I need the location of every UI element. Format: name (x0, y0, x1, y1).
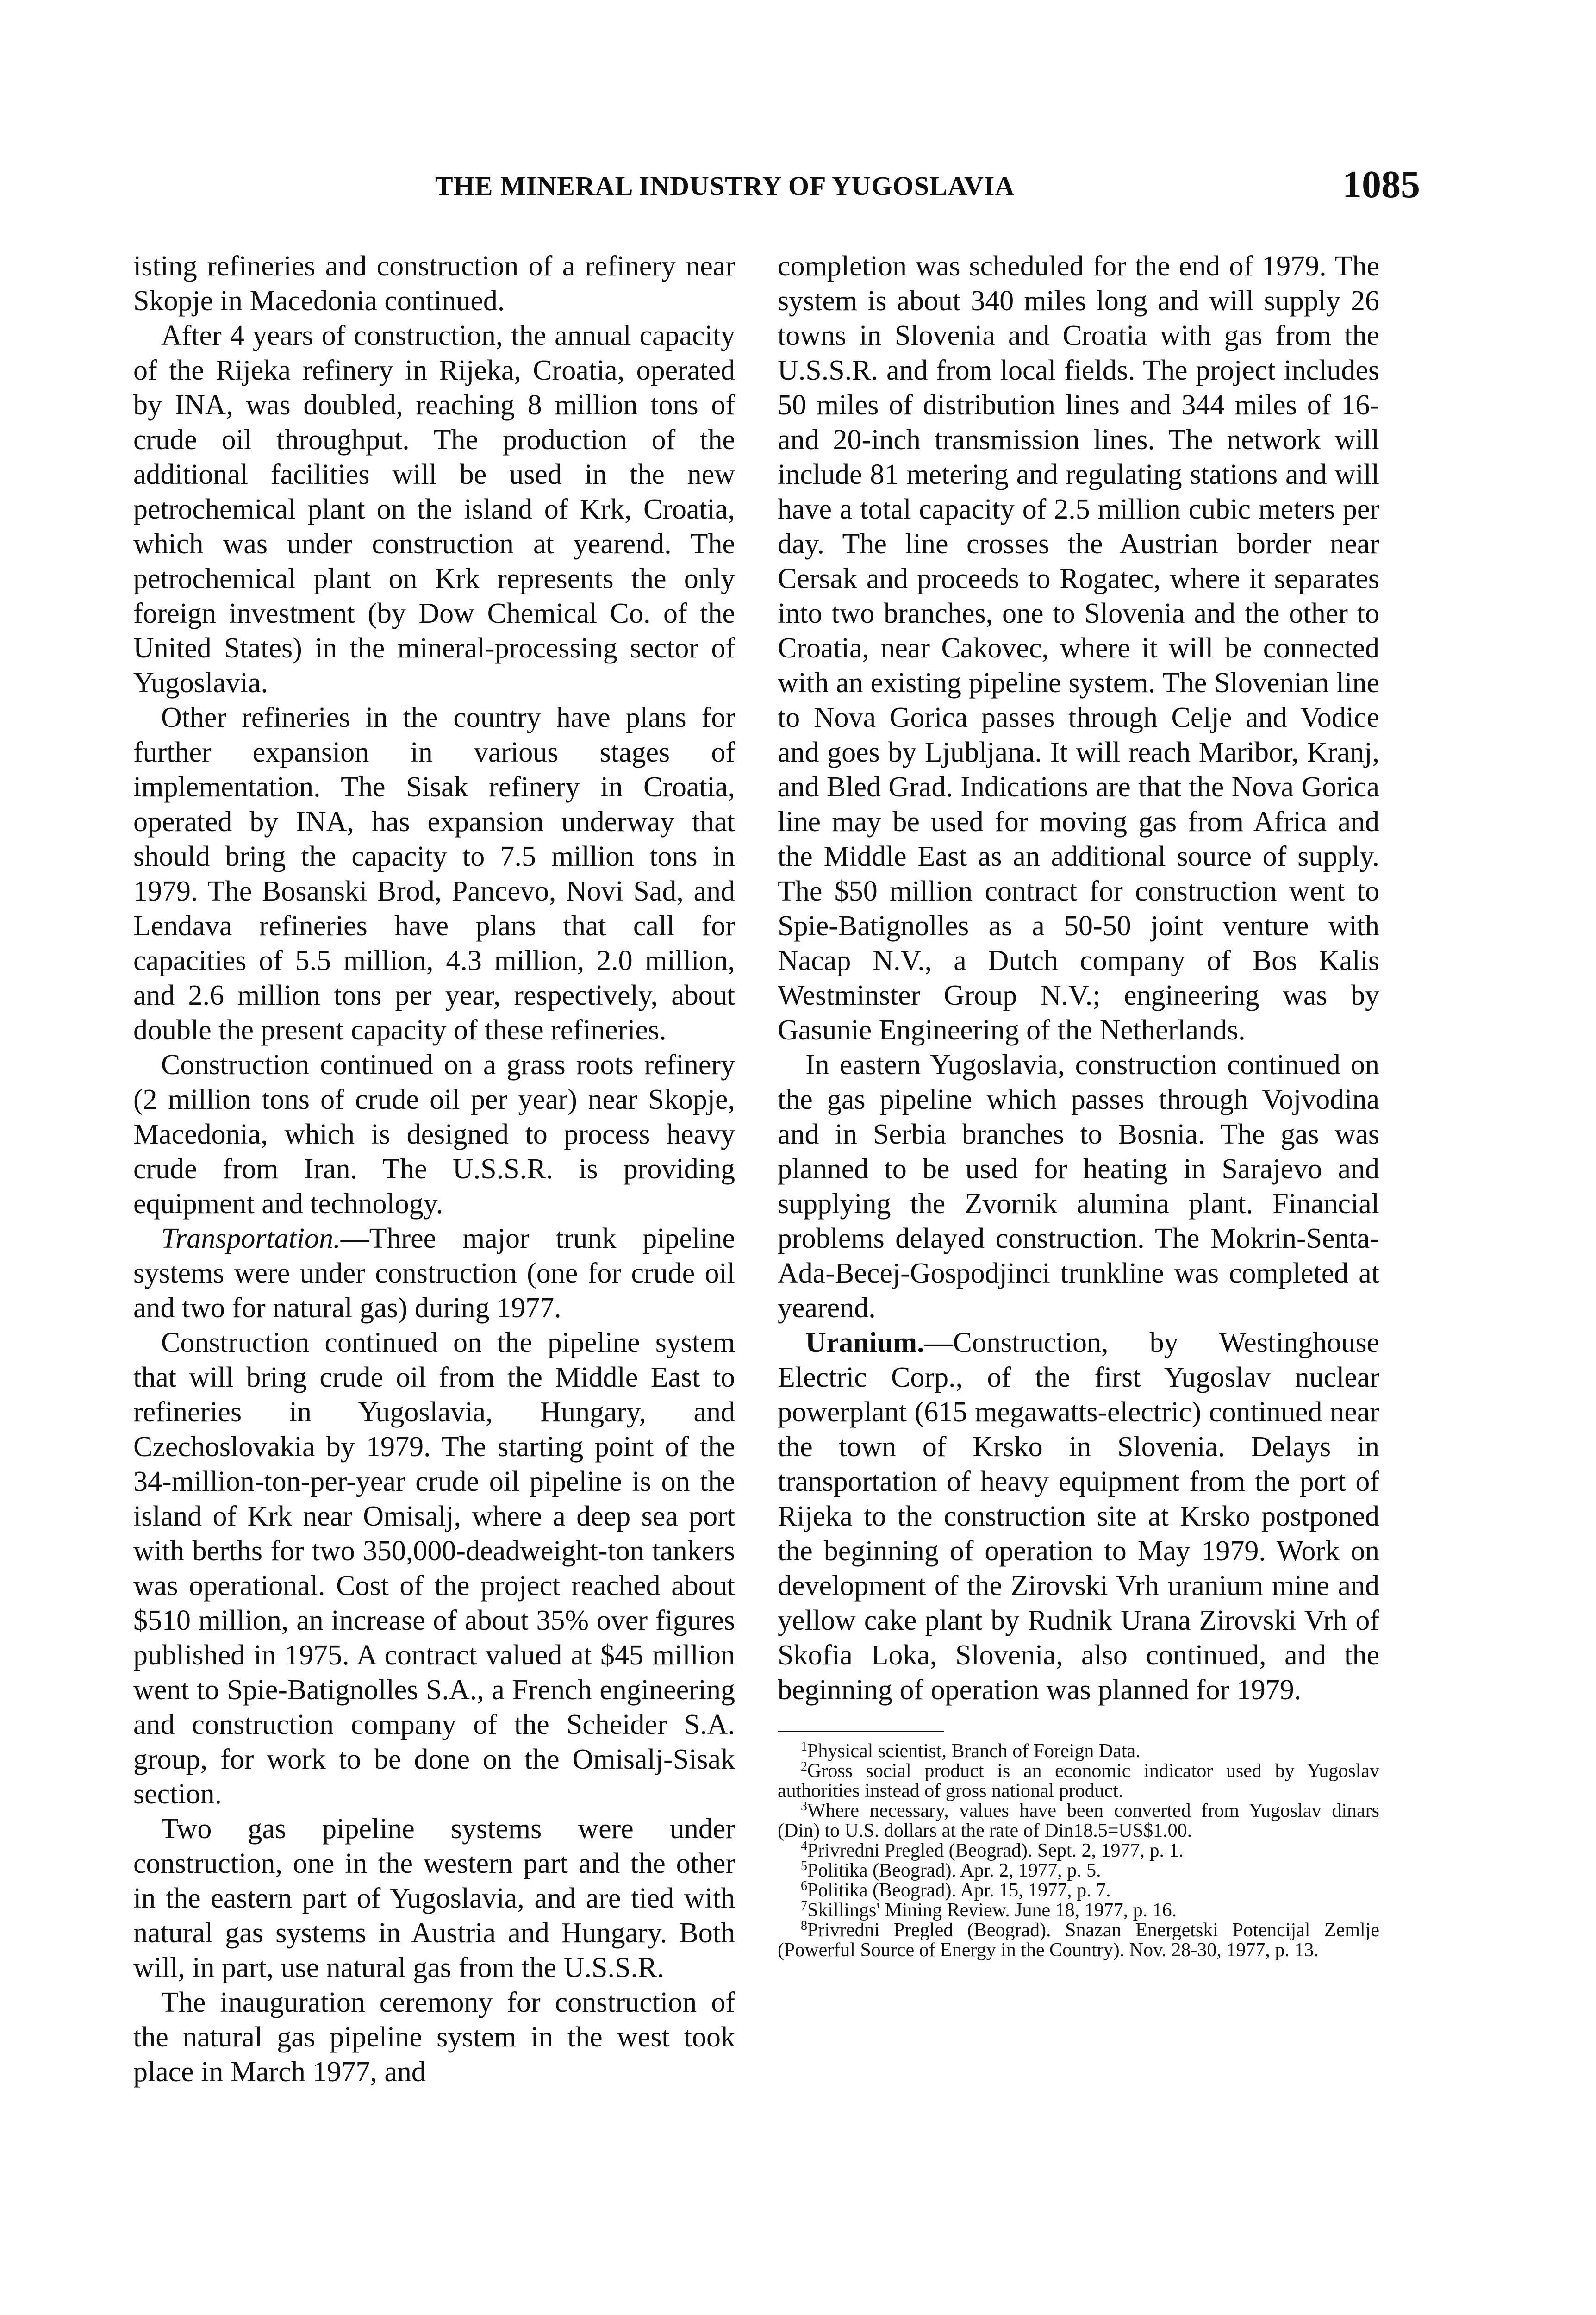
paragraph-text: —Three major trunk pipeline systems were under construction (one for crude oil and two for natural gas) during 1977. (133, 1223, 735, 1324)
footnote-mark: 6 (801, 1879, 807, 1893)
paragraph: In eastern Yugoslavia, construction continued on the gas pipeline which passes through Vojvodina and in Serbia branches to Bosnia. The gas was planned to be used for heating in Sarajevo and supplying the Zvornik alumina plant. Financial problems delayed construction. The Mokrin-Senta-Ada-Becej-Gospodjinci trunkline was completed at yearend. (778, 1049, 1379, 1324)
paragraph: The inauguration ceremony for construction of the natural gas pipeline system in the west took place in March 1977, and (133, 1987, 735, 2088)
paragraph: Construction continued on a grass roots refinery (2 million tons of crude oil per year) near Skopje, Macedonia, which is designed to process heavy crude from Iran. The U.S.S.R. is providing equipment and technology. (133, 1049, 735, 1220)
footnote (778, 1921, 1379, 1960)
footnote-mark: 2 (801, 1759, 807, 1774)
footnote (778, 1841, 1379, 1861)
section-paragraph-uranium (778, 1326, 1379, 1708)
footnote-mark: 8 (801, 1919, 807, 1933)
footnote-mark: 3 (801, 1799, 807, 1814)
footnote (778, 1741, 1379, 1761)
footnote-text: Gross social product is an economic indicator used by Yugoslav authorities instead of gross national product. (778, 1760, 1379, 1802)
right-column (778, 249, 1379, 1960)
page-number: 1085 (1342, 163, 1420, 206)
footnote-mark: 5 (801, 1859, 807, 1873)
footnote-text: Politika (Beograd). Apr. 2, 1977, p. 5. (807, 1860, 1101, 1881)
footnote (778, 1801, 1379, 1841)
section-heading-uranium: Uranium. (805, 1327, 924, 1358)
section-heading-transportation: Transportation. (161, 1223, 341, 1254)
footnote-text: Physical scientist, Branch of Foreign Data. (807, 1740, 1141, 1762)
footnote-text: Skillings' Mining Review. June 18, 1977, p. 16. (807, 1900, 1177, 1921)
footnote-mark: 1 (801, 1739, 807, 1754)
footnote-text: Privredni Pregled (Beograd). Snazan Energetski Potencijal Zemlje (Powerful Source of Energy in the Country). Nov. 28-30, 1977, p. 13. (778, 1920, 1379, 1961)
footnote (778, 1901, 1379, 1921)
footnote-text: Politika (Beograd). Apr. 15, 1977, p. 7. (807, 1880, 1111, 1901)
footnote-text: Where necessary, values have been converted from Yugoslav dinars (Din) to U.S. dollars at the rate of Din18.5=US$1.00. (778, 1800, 1379, 1841)
section-paragraph-transportation (133, 1221, 735, 1326)
footnote (778, 1761, 1379, 1801)
paragraph: Other refineries in the country have plans for further expansion in various stages of implementation. The Sisak refinery in Croatia, operated by INA, has expansion underway that should bring the capacity to 7.5 million tons in 1979. The Bosanski Brod, Pancevo, Novi Sad, and Lendava refineries have plans that call for capacities of 5.5 million, 4.3 million, 2.0 million, and 2.6 million tons per year, respectively, about double the present capacity of these refineries. (133, 702, 735, 1046)
running-header-title: THE MINERAL INDUSTRY OF YUGOSLAVIA (435, 171, 1015, 201)
footnote-mark: 7 (801, 1899, 807, 1913)
paragraph: Two gas pipeline systems were under construction, one in the western part and the other in the eastern part of Yugoslavia, and are tied with natural gas systems in Austria and Hungary. Both will, in part, use natural gas from the U.S.S.R. (133, 1813, 735, 1983)
footnote-mark: 4 (801, 1839, 807, 1853)
footnote (778, 1861, 1379, 1881)
left-column (133, 249, 735, 2090)
paragraph: After 4 years of construction, the annual capacity of the Rijeka refinery in Rijeka, Croatia, operated by INA, was doubled, reaching 8 million tons of crude oil throughput. The production of the additional facilities will be used in the new petrochemical plant on the island of Krk, Croatia, which was under construction at yearend. The petrochemical plant on Krk represents the only foreign investment (by Dow Chemical Co. of the United States) in the mineral-processing sector of Yugoslavia. (133, 320, 735, 699)
footnote-text: Privredni Pregled (Beograd). Sept. 2, 1977, p. 1. (807, 1840, 1184, 1861)
paragraph: isting refineries and construction of a refinery near Skopje in Macedonia continued. (133, 250, 735, 317)
paragraph-text: —Construction, by Westinghouse Electric Corp., of the first Yugoslav nuclear powerplant (615 megawatts-electric) continued near the town of Krsko in Slovenia. Delays in transportation of heavy equipment from the port of Rijeka to the construction site at Krsko postponed the beginning of operation to May 1979. Work on development of the Zirovski Vrh uranium mine and yellow cake plant by Rudnik Urana Zirovski Vrh of Skofia Loka, Slovenia, also continued, and the beginning of operation was planned for 1979. (778, 1327, 1379, 1706)
paragraph: Construction continued on the pipeline system that will bring crude oil from the Middle East to refineries in Yugoslavia, Hungary, and Czechoslovakia by 1979. The starting point of the 34-million-ton-per-year crude oil pipeline is on the island of Krk near Omisalj, where a deep sea port with berths for two 350,000-deadweight-ton tankers was operational. Cost of the project reached about $510 million, an increase of about 35% over figures published in 1975. A contract valued at $45 million went to Spie-Batignolles S.A., a French engineering and construction company of the Scheider S.A. group, for work to be done on the Omisalj-Sisak section. (133, 1327, 735, 1810)
footnote (778, 1881, 1379, 1901)
footnotes (778, 1741, 1379, 1960)
footnote-divider (778, 1731, 944, 1732)
paragraph: completion was scheduled for the end of 1979. The system is about 340 miles long and will supply 26 towns in Slovenia and Croatia with gas from the U.S.S.R. and from local fields. The project includes 50 miles of distribution lines and 344 miles of 16- and 20-inch transmission lines. The network will include 81 metering and regulating stations and will have a total capacity of 2.5 million cubic meters per day. The line crosses the Austrian border near Cersak and proceeds to Rogatec, where it separates into two branches, one to Slovenia and the other to Croatia, near Cakovec, where it will be connected with an existing pipeline system. The Slovenian line to Nova Gorica passes through Celje and Vodice and goes by Ljubljana. It will reach Maribor, Kranj, and Bled Grad. Indications are that the Nova Gorica line may be used for moving gas from Africa and the Middle East as an additional source of supply. The $50 million contract for construction went to Spie-Batignolles as a 50-50 joint venture with Nacap N.V., a Dutch company of Bos Kalis Westminster Group N.V.; engineering was by Gasunie Engineering of the Netherlands. (778, 250, 1379, 1046)
